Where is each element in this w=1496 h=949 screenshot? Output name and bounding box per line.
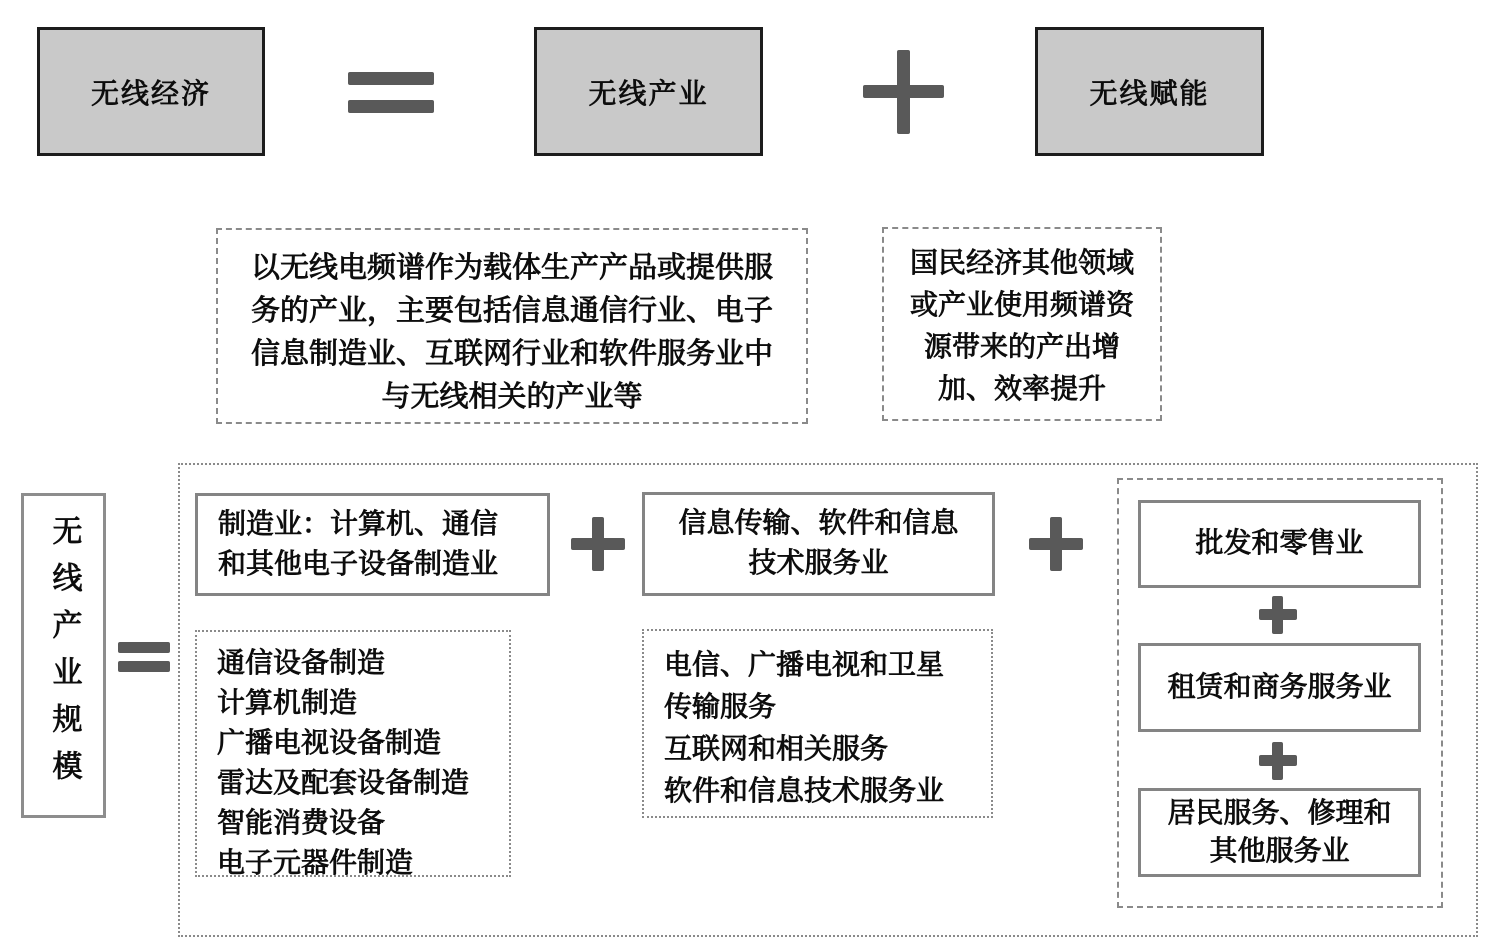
sector-title-line: 租赁和商务服务业 (1167, 671, 1392, 703)
sector-title-line: 技术服务业 (748, 548, 889, 579)
plus-icon (1029, 517, 1083, 571)
description-line: 与无线相关的产业等 (381, 381, 643, 413)
sector-title-line: 制造业：计算机、通信 (218, 508, 499, 540)
equals-bar (348, 100, 434, 113)
equals-bar (348, 72, 434, 85)
manufacturing-items-box (195, 630, 511, 877)
wholesale-retail-box (1138, 500, 1421, 588)
info-services-items-box (642, 629, 993, 818)
plus-bar (1272, 742, 1283, 780)
description-line: 加、效率提升 (937, 374, 1106, 405)
description-line: 以无线电频谱作为载体生产产品或提供服 (250, 252, 773, 284)
wireless-empowerment-box (1035, 27, 1264, 156)
plus-bar (1050, 517, 1062, 571)
equals-bar (118, 642, 170, 653)
wireless-industry-label: 无线产业 (588, 78, 709, 110)
description-line: 信息制造业、互联网行业和软件服务业中 (250, 338, 773, 370)
list-item: 传输服务 (664, 692, 777, 723)
sector-title-line: 居民服务、修理和 (1167, 797, 1392, 829)
plus-bar (897, 50, 910, 134)
list-item: 计算机制造 (217, 688, 358, 719)
wireless-economy-box (37, 27, 265, 156)
sector-title-line: 其他服务业 (1209, 835, 1350, 867)
list-item: 广播电视设备制造 (217, 728, 442, 759)
wireless-industry-description-box (216, 228, 808, 424)
wireless-empowerment-label: 无线赋能 (1089, 78, 1210, 110)
manufacturing-sector-box (195, 493, 550, 596)
equals-icon (118, 642, 170, 672)
description-line: 国民经济其他领域 (909, 248, 1134, 279)
plus-bar (592, 517, 604, 571)
description-line: 或产业使用频谱资 (909, 290, 1134, 321)
list-item: 软件和信息技术服务业 (664, 776, 945, 807)
list-item: 电信、广播电视和卫星 (664, 650, 945, 681)
leasing-business-services-box (1138, 643, 1421, 732)
list-item: 互联网和相关服务 (664, 734, 889, 765)
sector-title-line: 信息传输、软件和信息 (678, 508, 959, 539)
list-item: 雷达及配套设备制造 (217, 768, 470, 799)
description-line: 务的产业，主要包括信息通信行业、电子 (250, 295, 773, 327)
wireless-industry-box (534, 27, 763, 156)
equals-bar (118, 661, 170, 672)
plus-icon (1259, 596, 1297, 634)
equals-icon (348, 72, 434, 113)
wireless-economy-label: 无线经济 (90, 78, 211, 110)
description-line: 源带来的产出增 (923, 332, 1120, 363)
plus-icon (571, 517, 625, 571)
list-item: 智能消费设备 (217, 808, 386, 839)
list-item: 通信设备制造 (217, 648, 386, 679)
wireless-empowerment-description-box (882, 227, 1162, 421)
resident-services-box (1138, 788, 1421, 877)
sector-title-line: 批发和零售业 (1195, 528, 1364, 559)
plus-icon (863, 50, 944, 134)
sector-title-line: 和其他电子设备制造业 (218, 548, 499, 580)
plus-bar (1272, 596, 1283, 634)
list-item: 电子元器件制造 (217, 848, 414, 879)
wireless-industry-scale-label: 无线产业规模 (47, 514, 81, 797)
wireless-industry-scale-box (21, 493, 106, 818)
info-services-sector-box (642, 492, 995, 596)
plus-icon (1259, 742, 1297, 780)
